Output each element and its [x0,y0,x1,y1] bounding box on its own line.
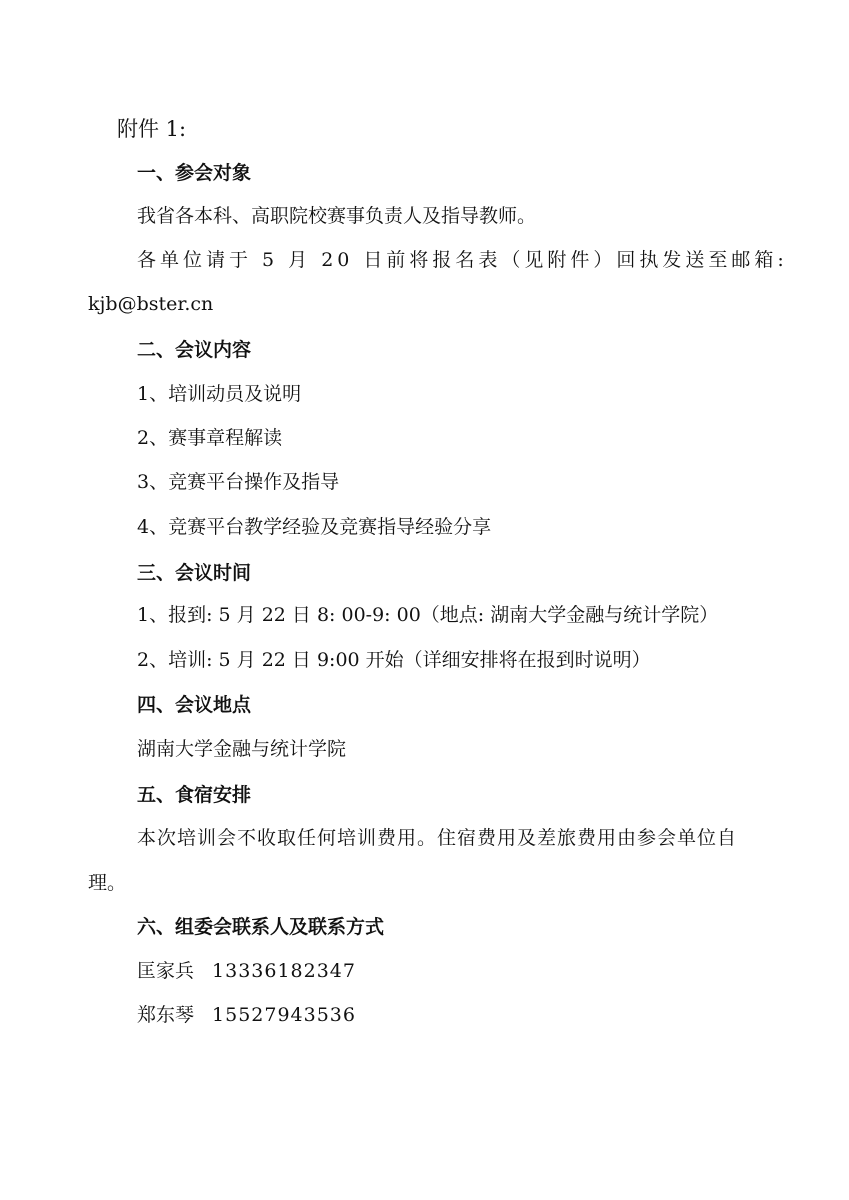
content-item: 1、培训动员及说明 [137,383,302,405]
registration-text-line1: 各单位请于 5 月 20 日前将报名表（见附件）回执发送至邮箱: [137,249,788,271]
contact-phone: 15527943536 [212,1004,356,1026]
section-heading-time: 三、会议时间 [137,562,252,584]
registration-email: kjb@bster.cn [88,293,214,315]
contact-row [137,959,356,983]
contact-row [137,1003,356,1027]
time-item-training: 2、培训: 5 月 22 日 9:00 开始（详细安排将在报到时说明） [137,649,651,671]
section-heading-venue: 四、会议地点 [137,694,252,716]
participants-text: 我省各本科、高职院校赛事负责人及指导教师。 [137,205,537,227]
contact-name: 郑东琴 [137,1004,195,1026]
content-item: 3、竞赛平台操作及指导 [137,471,340,493]
lodging-text-line1: 本次培训会不收取任何培训费用。住宿费用及差旅费用由参会单位自 [137,827,738,849]
section-heading-lodging: 五、食宿安排 [137,784,252,806]
content-item: 2、赛事章程解读 [137,427,283,449]
contact-name: 匡家兵 [137,960,195,982]
content-item: 4、竞赛平台教学经验及竞赛指导经验分享 [137,516,492,538]
annex-label: 附件 1: [117,117,187,141]
section-heading-contacts: 六、组委会联系人及联系方式 [137,916,385,938]
contact-phone: 13336182347 [212,960,356,982]
section-heading-participants: 一、参会对象 [137,162,252,184]
lodging-text-line2: 理。 [88,872,127,894]
venue-text: 湖南大学金融与统计学院 [137,738,347,760]
time-item-checkin: 1、报到: 5 月 22 日 8: 00-9: 00（地点: 湖南大学金融与统计学院） [137,604,719,626]
section-heading-content: 二、会议内容 [137,339,252,361]
